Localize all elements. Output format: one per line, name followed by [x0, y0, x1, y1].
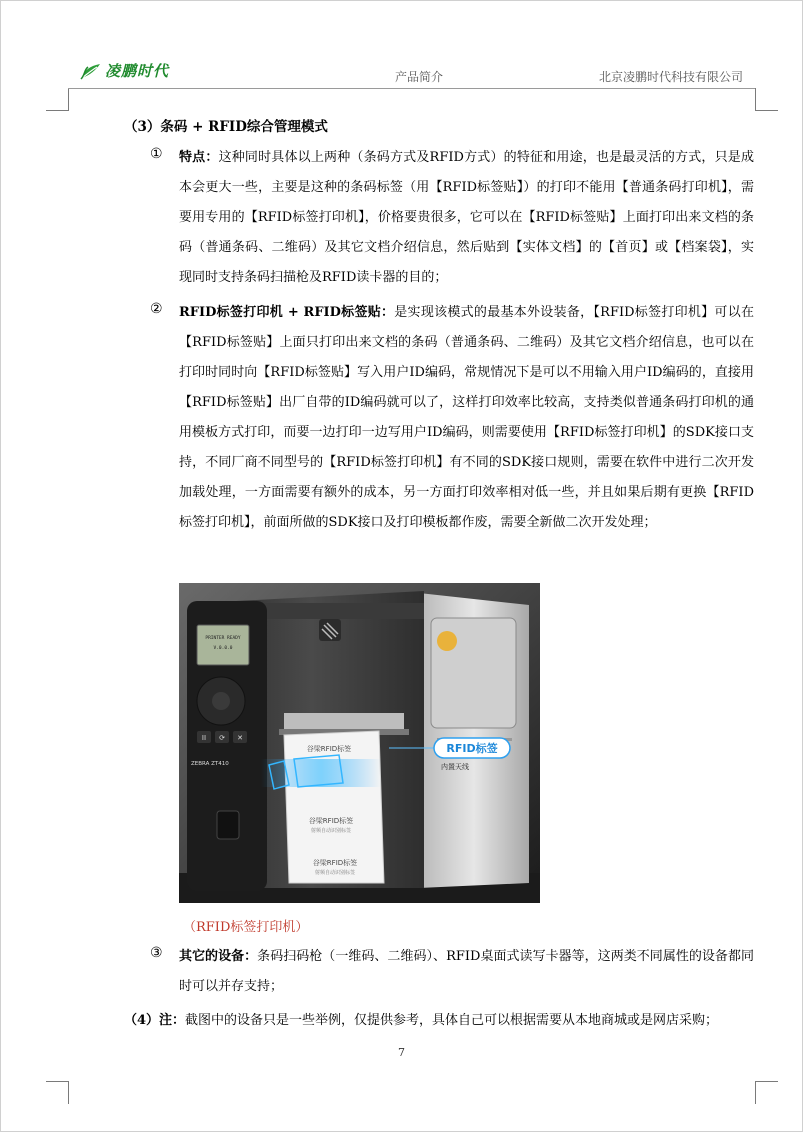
- label-title-3: 谷梁RFID标签: [312, 859, 358, 867]
- item-paragraph: [179, 942, 754, 1002]
- zebra-logo-icon: [319, 619, 341, 641]
- item-text: 这种同时具体以上两种（条码方式及RFID方式）的特征和用途，也是最灵活的方式，只是成本会更大一些，主要是这种的条码标签（用【RFID标签贴】）的打印不能用【普通条码打印机】，需要用专用的【RFID标签打印机】，价格要贵很多，它可以在【RFID标签贴】上面打印出来文档的条码（普通条码、二维码）及其它文档介绍信息，然后贴到【实体文档】的【首页】或【档案袋】，实现同时支持条码扫描枪及RFID读卡器的目的；: [179, 150, 754, 285]
- label-title-1: 谷梁RFID标签: [306, 745, 352, 753]
- screen-line-1: PRINTER READY: [205, 636, 241, 641]
- screen-line-2: V.0.0.0: [213, 646, 233, 651]
- item-label: 特点：: [179, 150, 219, 165]
- note-paragraph: [124, 1006, 759, 1036]
- printer-brand: ZEBRA ZT410: [191, 761, 229, 767]
- rfid-callout-subtitle: 内置天线: [441, 763, 469, 771]
- feed-key-label: ⟳: [219, 734, 225, 742]
- leaf-logo-icon: [80, 62, 102, 80]
- page-header: [68, 50, 755, 89]
- label-subtitle-3: 射频自动识别标签: [314, 870, 356, 876]
- note-text: 截图中的设备只是一些举例，仅提供参考，具体自己可以根据需要从本地商城或是网店采购；: [185, 1013, 719, 1028]
- item-paragraph: [179, 143, 754, 293]
- header-company: 北京凌鹏时代科技有限公司: [598, 70, 743, 84]
- rfid-callout-title: RFID标签: [446, 742, 498, 755]
- pause-key-label: II: [201, 734, 207, 742]
- item-number: ③: [150, 945, 163, 961]
- page-number: 7: [398, 1046, 405, 1059]
- item-text: 条码扫码枪（一维码、二维码）、RFID桌面式读写卡器等，这两类不同属性的设备都同时可以并存支持；: [179, 949, 754, 994]
- note-label: （4）注：: [124, 1013, 186, 1028]
- crop-mark-bottom-left: [46, 1081, 69, 1104]
- crop-mark-top-left: [46, 88, 69, 111]
- item-paragraph: [179, 298, 754, 538]
- item-number: ①: [150, 146, 163, 162]
- cancel-key-label: ✕: [237, 734, 243, 742]
- label-title-2: 谷梁RFID标签: [308, 817, 354, 825]
- image-caption: （RFID标签打印机）: [183, 920, 309, 935]
- item-label: 其它的设备：: [179, 949, 258, 964]
- item-label: RFID标签打印机 + RFID标签贴：: [179, 305, 395, 320]
- company-logo: [80, 60, 169, 81]
- label-subtitle-2: 射频自动识别标签: [310, 828, 352, 834]
- logo-text: 凌鹏时代: [105, 62, 170, 80]
- item-number: ②: [150, 301, 163, 317]
- item-text: 是实现该模式的最基本外设装备，【RFID标签打印机】可以在【RFID标签贴】上面只打印出来文档的条码（普通条码、二维码）及其它文档介绍信息，也可以在打印时同时向【RFID标签贴】写入用户ID编码，常规情况下是可以不用输入用户ID编码的，直接用【RFID标签贴】出厂自带的ID编码就可以了，这样打印效率比较高，支持类似普通条码打印机的通用模板方式打印，而要一边打印一边写用户ID编码，则需要使用【RFID标签打印机】的SDK接口支持，不同厂商不同型号的【RFID标签打印机】有不同的SDK接口规则，需要在软件中进行二次开发加载处理，一方面需要有额外的成本，另一方面打印效率相对低一些，并且如果后期有更换【RFID标签打印机】，前面所做的SDK接口及打印模板都作废，需要全新做二次开发处理；: [179, 305, 754, 530]
- section-title: （3）条码 + RFID综合管理模式: [124, 119, 328, 135]
- rfid-printer-photo: [179, 583, 540, 903]
- crop-mark-top-right: [755, 88, 778, 111]
- header-title: 产品简介: [395, 70, 444, 84]
- crop-mark-bottom-right: [755, 1081, 778, 1104]
